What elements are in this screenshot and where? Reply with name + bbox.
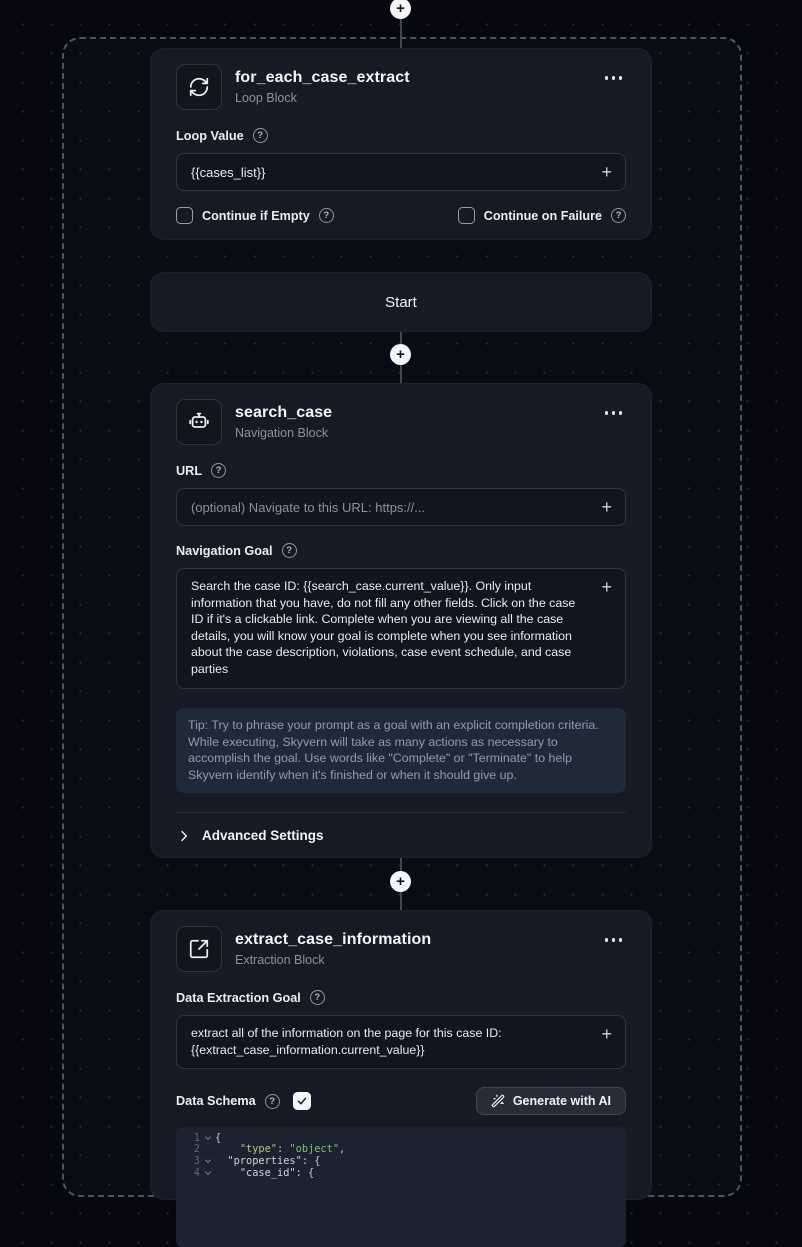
plus-icon: + [396, 873, 405, 890]
navigation-block-header [176, 399, 626, 445]
loop-value-input[interactable] [177, 154, 625, 190]
continue-if-empty-checkbox[interactable] [176, 207, 193, 224]
block-subtitle: Loop Block [235, 91, 297, 105]
export-arrow-icon [188, 938, 210, 960]
chevron-right-icon [176, 828, 192, 844]
add-node-button[interactable] [390, 344, 411, 365]
help-icon[interactable]: ? [253, 128, 268, 143]
schema-code-editor[interactable] [176, 1127, 626, 1247]
help-icon[interactable]: ? [211, 463, 226, 478]
url-input-box [176, 488, 626, 526]
extraction-block-card[interactable] [150, 910, 652, 1200]
help-icon[interactable]: ? [310, 990, 325, 1005]
code-line: 1 { [193, 1131, 222, 1144]
advanced-settings-toggle[interactable] [176, 828, 626, 844]
robot-icon [187, 410, 211, 434]
code-line: 4 "case_id": { [193, 1166, 315, 1179]
navigation-goal-label: Navigation Goal [176, 543, 273, 558]
add-parameter-button[interactable]: + [601, 577, 612, 597]
loop-block-header [176, 64, 626, 110]
fold-chevron-icon[interactable] [200, 1157, 215, 1165]
add-node-button[interactable] [390, 0, 411, 19]
data-extraction-goal-label: Data Extraction Goal [176, 990, 301, 1005]
data-extraction-goal-box [176, 1015, 626, 1069]
tip-callout: Tip: Try to phrase your prompt as a goal with an explicit completion criteria. While executing, Skyvern will take as many actions as necessary to accomplish the goal. Use words like "Complete" or "Terminate" to help Skyvern identify when it's finished or when it should give up. [176, 708, 626, 793]
navigation-goal-textarea[interactable] [177, 569, 625, 688]
robot-icon-tile [176, 399, 222, 445]
data-extraction-goal-textarea[interactable] [177, 1016, 625, 1068]
ellipsis-menu-button[interactable] [601, 72, 627, 84]
schema-code-lines [176, 1132, 626, 1178]
code-line: 2 "type": "object", [193, 1143, 346, 1156]
plus-icon: + [396, 0, 405, 17]
help-icon[interactable]: ? [611, 208, 626, 223]
block-subtitle: Navigation Block [235, 426, 329, 440]
generate-with-ai-button[interactable] [476, 1087, 626, 1115]
connector-line [400, 16, 402, 50]
fold-chevron-icon[interactable] [200, 1169, 215, 1177]
plus-icon: + [396, 346, 405, 363]
url-label: URL [176, 463, 203, 478]
navigation-block-card[interactable] [150, 383, 652, 858]
help-icon[interactable]: ? [319, 208, 334, 223]
advanced-settings-label: Advanced Settings [202, 828, 324, 844]
help-icon[interactable]: ? [282, 543, 297, 558]
code-line: 3 "properties": { [193, 1154, 321, 1167]
add-parameter-button[interactable]: + [601, 497, 612, 517]
block-title: for_each_case_extract [235, 69, 410, 86]
divider [176, 812, 626, 813]
data-schema-checkbox[interactable] [293, 1092, 311, 1110]
block-title: search_case [235, 404, 333, 421]
fold-chevron-icon[interactable] [200, 1134, 215, 1142]
loop-value-input-box [176, 153, 626, 191]
navigation-goal-box [176, 568, 626, 689]
extraction-block-header [176, 926, 626, 972]
block-subtitle: Extraction Block [235, 953, 325, 967]
loop-icon-tile [176, 64, 222, 110]
add-parameter-button[interactable]: + [601, 1024, 612, 1044]
data-schema-label: Data Schema [176, 1094, 256, 1108]
block-title: extract_case_information [235, 931, 432, 948]
loop-icon [188, 76, 210, 98]
ellipsis-menu-button[interactable] [601, 407, 627, 419]
wand-icon [491, 1094, 505, 1108]
start-block-label: Start [385, 293, 417, 311]
url-input[interactable] [177, 489, 625, 525]
loop-block-card[interactable] [150, 48, 652, 240]
ellipsis-menu-button[interactable] [601, 934, 627, 946]
help-icon[interactable]: ? [265, 1094, 280, 1109]
loop-value-label: Loop Value [176, 128, 244, 143]
continue-if-empty-label: Continue if Empty [202, 208, 310, 223]
extract-icon-tile [176, 926, 222, 972]
continue-on-failure-checkbox[interactable] [458, 207, 475, 224]
add-parameter-button[interactable]: + [601, 162, 612, 182]
continue-on-failure-label: Continue on Failure [483, 208, 602, 223]
check-icon [296, 1095, 308, 1107]
generate-with-ai-label: Generate with AI [512, 1094, 611, 1108]
start-block-card[interactable] [150, 272, 652, 332]
add-node-button[interactable] [390, 871, 411, 892]
